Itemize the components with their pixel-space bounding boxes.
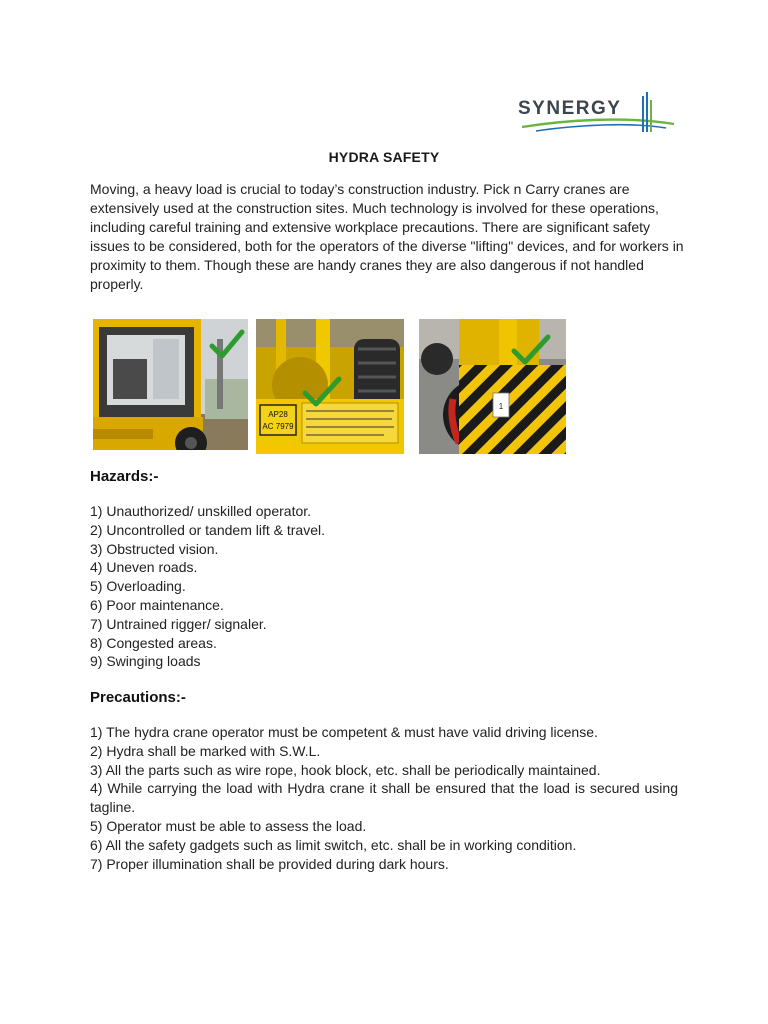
plate-text-line2: AC 7979 xyxy=(262,422,294,431)
precaution-item: 5) Operator must be able to assess the load. xyxy=(90,817,367,834)
photo-row xyxy=(0,319,768,455)
hazard-item: 5) Overloading. xyxy=(90,578,186,595)
plate-text-line1: AP28 xyxy=(268,410,288,419)
hazard-item: 2) Uncontrolled or tandem lift & travel. xyxy=(90,521,325,538)
precaution-item: 7) Proper illumination shall be provided during dark hours. xyxy=(90,855,449,872)
hazard-item: 3) Obstructed vision. xyxy=(90,540,219,557)
check-icon xyxy=(209,329,245,361)
check-icon xyxy=(302,375,342,409)
hazards-heading: Hazards:- xyxy=(90,468,159,485)
check-icon xyxy=(511,333,551,367)
guard-tag-number: 1 xyxy=(498,402,504,411)
logo-wordmark: SYNERGY xyxy=(518,98,622,119)
crane-wheel-photo xyxy=(256,319,404,454)
hazard-item: 9) Swinging loads xyxy=(90,653,201,670)
intro-paragraph: Moving, a heavy load is crucial to today’s construction industry. Pick n Carry cranes are extensively used at the construction sites. Much technology is involved for these operations, including careful training and extensive workplace precautions. There are significant safety issues to be considered, both for the operators of the diverse "lifting" devices, and for workers in proximity to them. Though these are handy cranes they are also dangerous if not handled properly. xyxy=(90,181,684,292)
hazard-item: 8) Congested areas. xyxy=(90,634,217,651)
hazard-item: 1) Unauthorized/ unskilled operator. xyxy=(90,503,312,519)
hazard-item: 4) Uneven roads. xyxy=(90,559,198,576)
crane-cabin-photo xyxy=(93,319,248,450)
precautions-heading: Precautions:- xyxy=(90,689,186,706)
hazard-item: 6) Poor maintenance. xyxy=(90,596,224,613)
precautions-list xyxy=(90,723,690,873)
precaution-item: 3) All the parts such as wire rope, hook block, etc. shall be periodically maintained. xyxy=(90,761,601,778)
hazard-item: 7) Untrained rigger/ signaler. xyxy=(90,615,267,632)
crane-wheel-guard-photo xyxy=(419,319,566,454)
document-title: HYDRA SAFETY xyxy=(328,149,440,165)
precaution-item: 4) While carrying the load with Hydra crane it shall be ensured that the load is secured using tagline. xyxy=(90,780,678,816)
synergy-logo xyxy=(516,90,676,134)
precaution-item: 1) The hydra crane operator must be competent & must have valid driving license. xyxy=(90,724,598,740)
precaution-item: 2) Hydra shall be marked with S.W.L. xyxy=(90,742,321,759)
hazards-list xyxy=(90,502,690,671)
precaution-item: 6) All the safety gadgets such as limit switch, etc. shall be in working condition. xyxy=(90,836,577,853)
